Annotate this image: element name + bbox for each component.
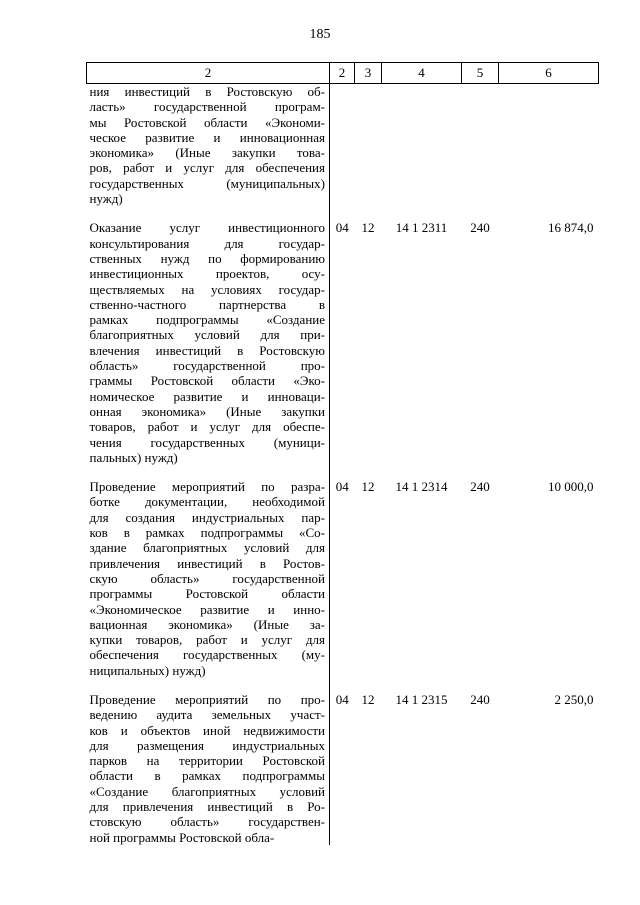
section-code	[330, 84, 355, 207]
description-line: влечения инвестиций в Ростовскую	[89, 342, 325, 358]
header-cell: 4	[382, 63, 462, 84]
description-line: пальных) нужд)	[89, 449, 178, 465]
description-line: граммы Ростовской области «Эко-	[89, 373, 325, 389]
expense-type-code: 240	[470, 220, 490, 236]
header-cell: 5	[462, 63, 499, 84]
description-line: ведению аудита земельных участ-	[89, 707, 325, 723]
row-description	[87, 465, 330, 678]
header-cell: 2	[87, 63, 330, 84]
description-line: здание благоприятных условий для	[89, 540, 325, 556]
subsection-code: 12	[361, 479, 375, 495]
description-line: области в рамках подпрограммы	[89, 768, 325, 784]
description-line: ной программы Ростовской обла-	[89, 829, 275, 845]
table-header-row	[87, 63, 599, 84]
table-row	[87, 465, 599, 678]
expense-type-code: 240	[470, 691, 490, 707]
description-line: привлечения инвестиций в Ростов-	[89, 555, 325, 571]
description-line: вационная экономика» (Иные за-	[89, 616, 325, 632]
table-row	[87, 84, 599, 207]
description-line: для создания индустриальных пар-	[89, 509, 325, 525]
description-line: купки товаров, работ и услуг для	[89, 632, 325, 648]
description-line: ботке документации, необходимой	[89, 494, 325, 510]
description-line: Проведение мероприятий по разра-	[89, 479, 325, 495]
amount-value: 16 874,0	[548, 220, 594, 236]
description-line: для размещения индустриальных	[89, 737, 325, 753]
description-line: «Экономическое развитие и инно-	[89, 601, 325, 617]
section-code: 04	[335, 220, 349, 236]
description-line: ласть» государственной програм-	[89, 99, 325, 115]
subsection-code: 12	[361, 220, 375, 236]
description-line: «Создание благоприятных условий	[89, 783, 325, 799]
description-line: ственно-частного партнерства в	[89, 296, 325, 312]
description-line: ственных нужд по формированию	[89, 250, 325, 266]
description-line: рамках подпрограммы «Создание	[89, 312, 325, 328]
header-cell: 3	[355, 63, 382, 84]
description-line: государственных (муниципальных)	[89, 175, 325, 191]
description-line: экономика» (Иные закупки това-	[89, 145, 325, 161]
budget-table	[86, 62, 599, 845]
description-line: консультирования для государ-	[89, 235, 325, 251]
description-line: инвестиционных проектов, осу-	[89, 266, 325, 282]
description-line: обеспечения государственных (му-	[89, 647, 325, 663]
description-line: для привлечения инвестиций в Ро-	[89, 799, 325, 815]
section-code: 04	[335, 479, 349, 495]
description-line: Проведение мероприятий по про-	[89, 691, 325, 707]
description-line: ниципальных) нужд)	[89, 662, 206, 678]
amount-value	[499, 84, 599, 207]
target-article-code: 14 1 2314	[395, 479, 448, 495]
section-code: 04	[335, 691, 349, 707]
header-cell: 6	[499, 63, 599, 84]
description-line: чения государственных (муници-	[89, 434, 325, 450]
row-description	[87, 84, 330, 207]
description-line: ков и объектов иной недвижимости	[89, 722, 325, 738]
description-line: ков в рамках подпрограммы «Со-	[89, 525, 325, 541]
target-article-code: 14 1 2315	[395, 691, 448, 707]
page-number: 185	[309, 27, 331, 42]
description-line: парков на территории Ростовской	[89, 753, 325, 769]
description-line: скую область» государственной	[89, 570, 325, 586]
description-line: ществляемых на условиях государ-	[89, 281, 325, 297]
description-line: товаров, работ и услуг для обеспе-	[89, 419, 325, 435]
row-description	[87, 678, 330, 845]
table-row	[87, 678, 599, 845]
expense-type-code	[462, 84, 499, 207]
table-row	[87, 206, 599, 465]
description-line: мы Ростовской области «Экономи-	[89, 114, 325, 130]
description-line: Оказание услуг инвестиционного	[89, 220, 325, 236]
subsection-code: 12	[361, 691, 375, 707]
description-line: благоприятных условий для при-	[89, 327, 325, 343]
description-line: ческое развитие и инновационная	[89, 129, 325, 145]
subsection-code	[355, 84, 382, 207]
target-article-code: 14 1 2311	[395, 220, 448, 236]
target-article-code	[382, 84, 462, 207]
header-cell: 2	[330, 63, 355, 84]
amount-value: 10 000,0	[548, 479, 594, 495]
row-description	[87, 206, 330, 465]
description-line: номическое развитие и инноваци-	[89, 388, 325, 404]
description-line: ния инвестиций в Ростовскую об-	[89, 84, 325, 99]
description-line: онная экономика» (Иные закупки	[89, 403, 325, 419]
expense-type-code: 240	[470, 479, 490, 495]
description-line: ров, работ и услуг для обеспечения	[89, 160, 325, 176]
description-line: программы Ростовской области	[89, 586, 325, 602]
description-line: стовскую область» государствен-	[89, 814, 325, 830]
description-line: область» государственной про-	[89, 358, 325, 374]
description-line: нужд)	[89, 191, 123, 207]
amount-value: 2 250,0	[554, 691, 594, 707]
